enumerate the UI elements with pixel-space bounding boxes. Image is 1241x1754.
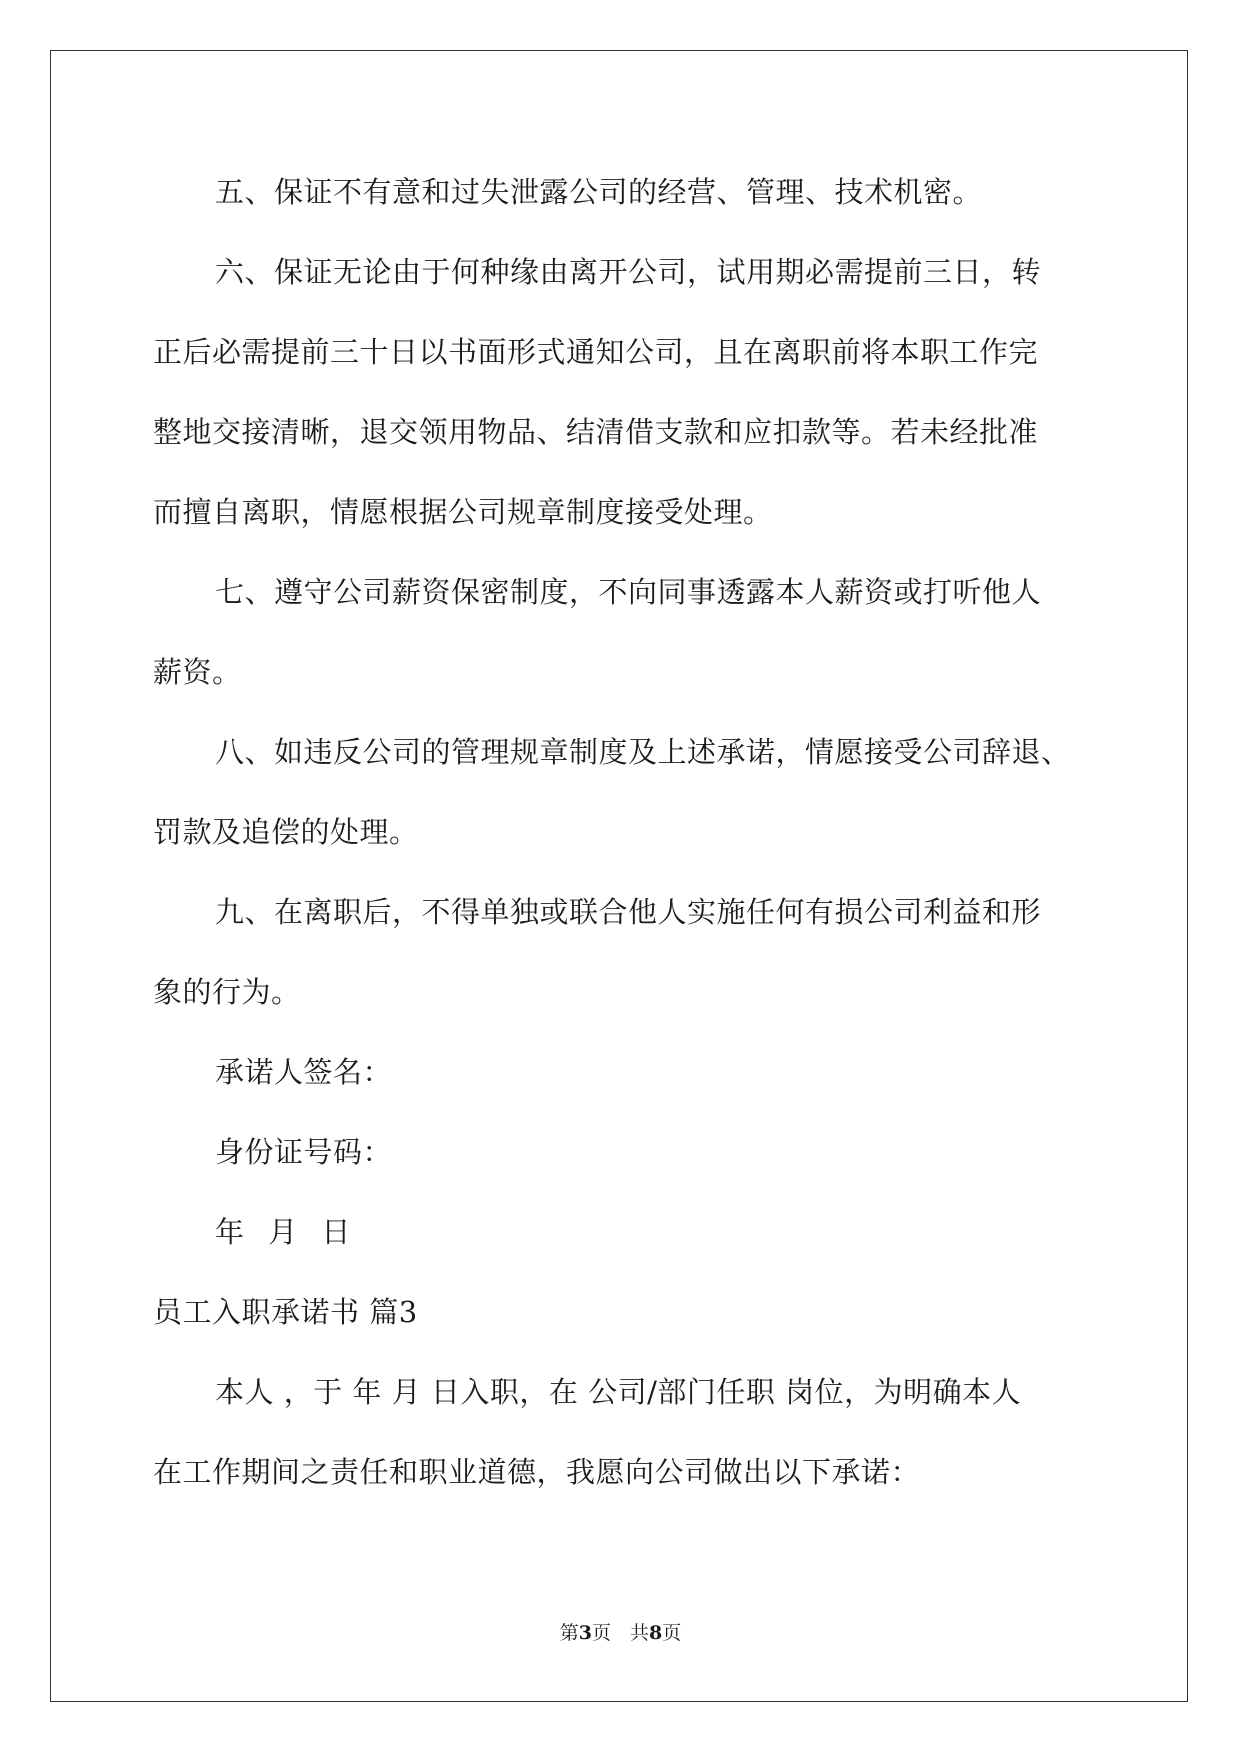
page-footer bbox=[0, 1620, 1241, 1646]
clause-9-line-2: 象的行为。 bbox=[153, 975, 301, 1009]
footer-middle: 页 共 bbox=[591, 1622, 649, 1644]
footer-page-total: 8 bbox=[649, 1622, 663, 1644]
intro-line-1: 本人 ，于 年 月 日入职，在 公司/部门任职 岗位，为明确本人 bbox=[215, 1375, 1022, 1409]
clause-8-line-2: 罚款及追偿的处理。 bbox=[153, 815, 419, 849]
footer-suffix: 页 bbox=[662, 1622, 682, 1644]
intro-line-2: 在工作期间之责任和职业道德，我愿向公司做出以下承诺： bbox=[153, 1455, 921, 1489]
clause-6-line-1: 六、保证无论由于何种缘由离开公司，试用期必需提前三日，转 bbox=[215, 255, 1042, 289]
footer-page-number: 3 bbox=[578, 1622, 592, 1644]
clause-6-line-3: 整地交接清晰，退交领用物品、结清借支款和应扣款等。若未经批准 bbox=[153, 415, 1039, 449]
clause-8-line-1: 八、如违反公司的管理规章制度及上述承诺，情愿接受公司辞退、 bbox=[215, 735, 1071, 769]
clause-5-line-1: 五、保证不有意和过失泄露公司的经营、管理、技术机密。 bbox=[215, 175, 983, 209]
section-heading: 员工入职承诺书 篇3 bbox=[153, 1295, 418, 1329]
date-label: 年 月 日 bbox=[215, 1215, 351, 1249]
signature-label: 承诺人签名： bbox=[215, 1055, 393, 1089]
clause-6-line-4: 而擅自离职，情愿根据公司规章制度接受处理。 bbox=[153, 495, 773, 529]
id-number-label: 身份证号码： bbox=[215, 1135, 393, 1169]
clause-6-line-2: 正后必需提前三十日以书面形式通知公司，且在离职前将本职工作完 bbox=[153, 335, 1039, 369]
clause-7-line-1: 七、遵守公司薪资保密制度，不向同事透露本人薪资或打听他人 bbox=[215, 575, 1042, 609]
footer-prefix: 第 bbox=[559, 1622, 579, 1644]
clause-9-line-1: 九、在离职后，不得单独或联合他人实施任何有损公司利益和形 bbox=[215, 895, 1042, 929]
clause-7-line-2: 薪资。 bbox=[153, 655, 242, 689]
